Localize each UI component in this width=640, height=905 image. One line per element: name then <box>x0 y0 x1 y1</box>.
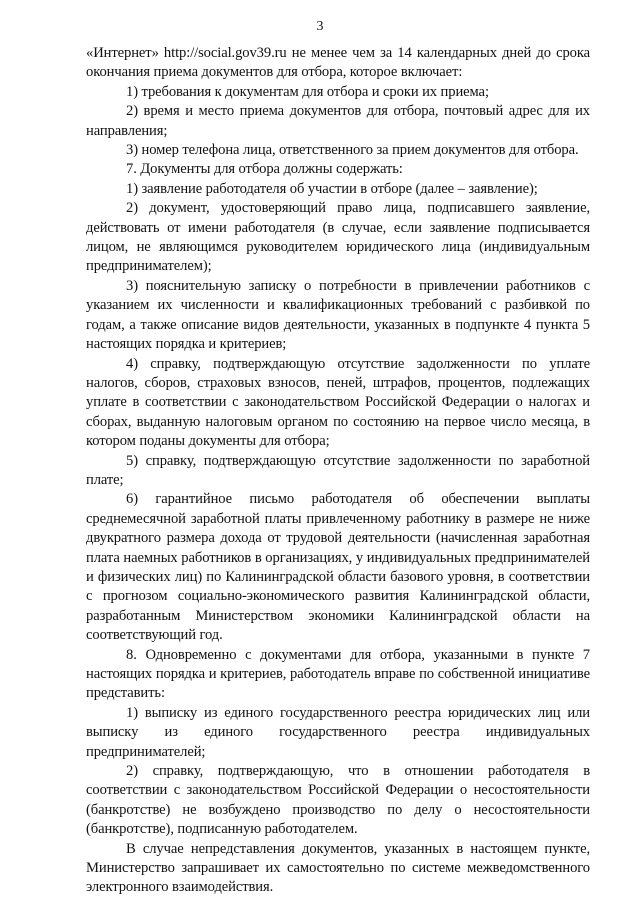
paragraph-item: 1) требования к документам для отбора и сроки их приема; <box>126 83 489 100</box>
paragraph-item: 4) справку, подтверждающую отсутствие задолженности по уплате налогов, сборов, страховых взносов, пеней, штрафов, процентов, подлежащих уплате в соответствии с законодательством Российской Федерации о налогах и сборах, выданную налоговым органом по состоянию на первое число месяца, в котором поданы документы для отбора; <box>86 355 590 450</box>
document-body <box>86 44 590 898</box>
paragraph-continuation: «Интернет» http://social.gov39.ru не менее чем за 14 календарных дней до срока окончания приема документов для отбора, которое включает: <box>86 45 590 81</box>
section-heading-8: 8. Одновременно с документами для отбора, указанными в пункте 7 настоящих порядка и критериев, работодатель вправе по собственной инициативе представить: <box>86 646 590 702</box>
paragraph-item: 3) номер телефона лица, ответственного за прием документов для отбора. <box>126 142 579 159</box>
section-heading-7: 7. Документы для отбора должны содержать: <box>126 161 403 178</box>
paragraph-item: 3) пояснительную записку о потребности в привлечении работников с указанием их численности и квалификационных требований с разбивкой по годам, а также описание видов деятельности, указанных в подпункте 4 пункта 5 настоящих порядка и критериев; <box>86 277 590 353</box>
paragraph-closing: В случае непредставления документов, указанных в настоящем пункте, Министерство запрашивает их самостоятельно по системе межведомственного электронного взаимодействия. <box>86 840 590 896</box>
paragraph-item: 2) время и место приема документов для отбора, почтовый адрес для их направления; <box>86 103 590 139</box>
paragraph-item: 1) выписку из единого государственного реестра юридических лиц или выписку из единого государственного реестра индивидуальных предпринимателей; <box>86 704 590 760</box>
paragraph-item: 2) документ, удостоверяющий право лица, подписавшего заявление, действовать от имени работодателя (в случае, если заявление подписывается лицом, не являющимся руководителем юридического лица (индивидуальным предпринимателем); <box>86 200 590 275</box>
paragraph-item: 2) справку, подтверждающую, что в отношении работодателя в соответствии с законодательством Российской Федерации о несостоятельности (банкротстве) не возбуждено производство по делу о несостоятельности (банкротстве), подписанную работодателем. <box>86 763 590 838</box>
paragraph-item: 6) гарантийное письмо работодателя об обеспечении выплаты среднемесячной заработной платы привлеченному работнику в размере не ниже двукратного размера дохода от трудовой деятельности (начисленная заработная плата наемных работников в организациях, у индивидуальных предпринимателей и физических лиц) по Калининградской области базового уровня, в соответствии с прогнозом социально-экономического развития Калининградской области, разработанным Министерством экономики Калининградской области на соответствующий год. <box>86 491 590 644</box>
paragraph-item: 5) справку, подтверждающую отсутствие задолженности по заработной плате; <box>86 452 590 488</box>
paragraph-item: 1) заявление работодателя об участии в отборе (далее – заявление); <box>126 180 538 197</box>
page-number: 3 <box>316 19 324 34</box>
